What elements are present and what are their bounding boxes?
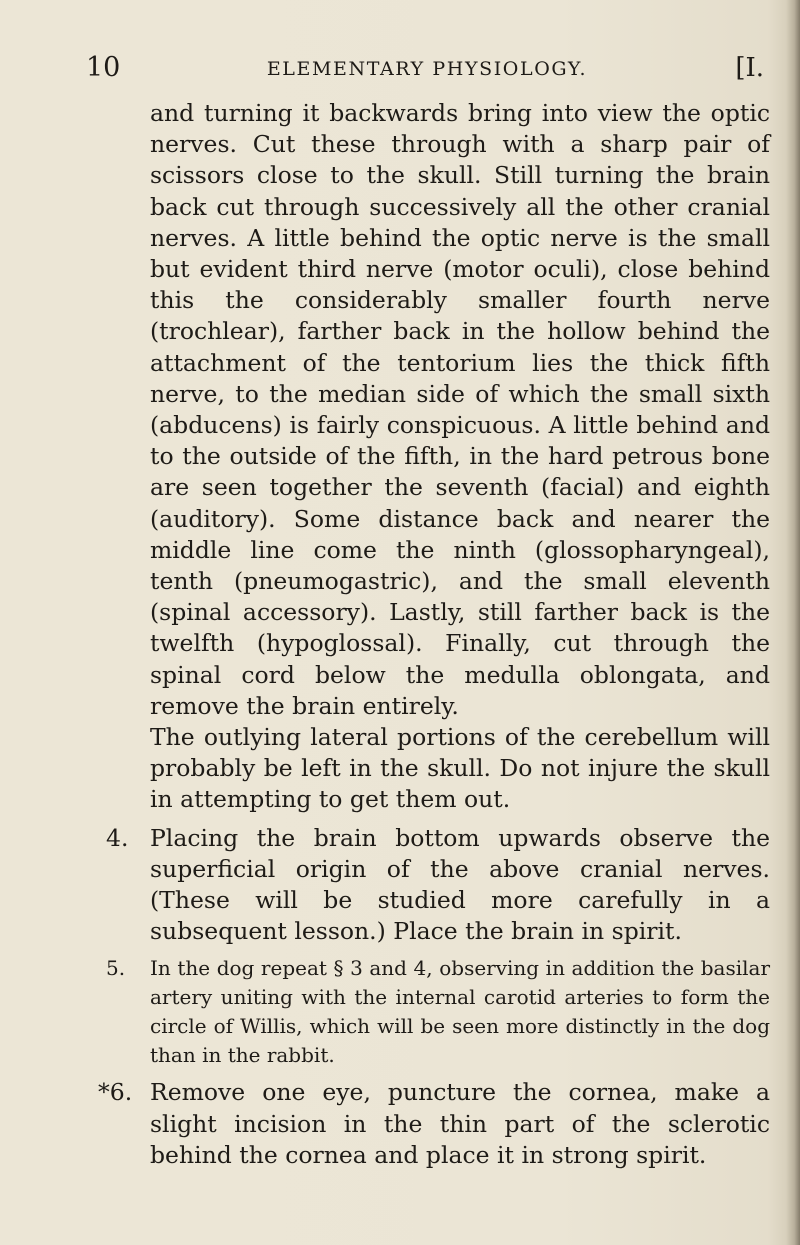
item-number: 5. <box>106 956 126 981</box>
body-text <box>98 98 770 1171</box>
outlying-paragraph: The outlying lateral portions of the cerebellum will probably be left in the skull. Do not injure the skull in attempting to get them out. <box>150 723 770 814</box>
page-number: 10 <box>86 52 121 83</box>
page-edge-shadow <box>786 0 800 1245</box>
numbered-item-6 <box>98 1077 770 1171</box>
continuation-paragraph: and turning it backwards bring into view the optic nerves. Cut these through with a sharp pair of scissors close to the skull. Still turning the brain back cut through successively all the other cranial nerves. A little behind the optic nerve is the small but evident third nerve (motor oculi), close behind this the considerably smaller fourth nerve (trochlear), farther back in the hollow behind the attachment of the tentorium lies the thick fifth nerve, to the median side of which the small sixth (abducens) is fairly conspicuous. A little behind and to the outside of the fifth, in the hard petrous bone are seen together the seventh (facial) and eighth (auditory). Some distance back and nearer the middle line come the ninth (glossopharyngeal), tenth (pneumogastric), and the small eleventh (spinal accessory). Lastly, still farther back is the twelfth (hypoglossal). Finally, cut through the spinal cord below the medulla oblongata, and remove the brain entirely. <box>150 99 770 720</box>
item-text: Placing the brain bottom upwards observe the superficial origin of the above cranial nerves. (These will be studied more carefully in a subsequent lesson.) Place the brain in spirit. <box>150 823 770 946</box>
running-title: ELEMENTARY PHYSIOLOGY. <box>266 58 588 80</box>
item-text: In the dog repeat § 3 and 4, observing in addition the basilar artery uniting with the internal carotid arteries to form the circle of Willis, which will be seen more distinctly in the dog than in the rabbit. <box>150 956 770 1068</box>
chapter-mark: [I. <box>735 53 764 83</box>
page-header <box>86 52 768 84</box>
numbered-item-5 <box>106 954 770 1070</box>
item-number: 4. <box>106 823 129 852</box>
item-number: *6. <box>98 1078 133 1107</box>
item-text: Remove one eye, puncture the cornea, make a slight incision in the thin part of the sclerotic behind the cornea and place it in strong spirit. <box>150 1078 770 1169</box>
numbered-item-4 <box>106 823 770 948</box>
